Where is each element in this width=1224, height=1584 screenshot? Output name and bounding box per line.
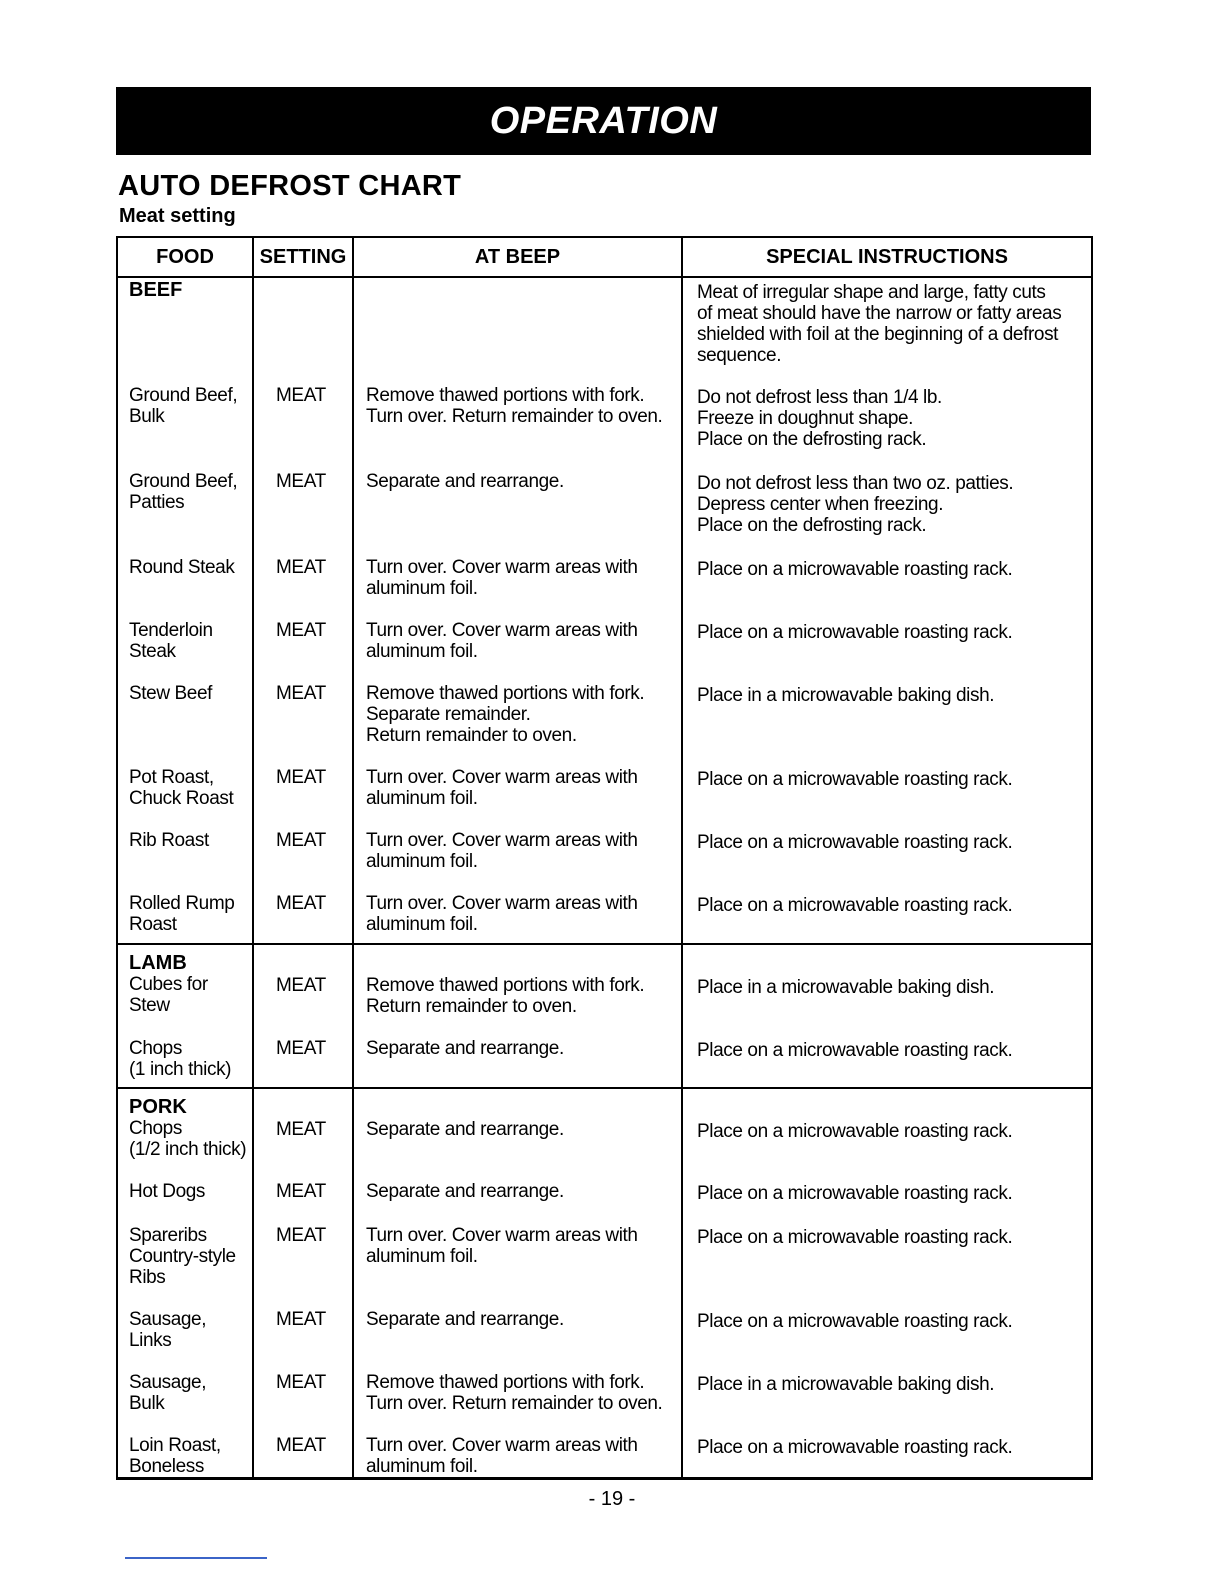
setting-cell-value: MEAT <box>276 471 326 492</box>
setting-cell <box>253 450 353 536</box>
beep-cell-line: aluminum foil. <box>366 641 478 662</box>
beep-cell-line: Turn over. Cover warm areas with <box>366 1225 638 1246</box>
beep-cell <box>353 1017 682 1088</box>
beep-cell-line: Separate and rearrange. <box>366 1119 564 1140</box>
table-row <box>117 599 1092 662</box>
beep-cell <box>353 809 682 872</box>
beep-cell-line: Remove thawed portions with fork. <box>366 975 645 996</box>
beep-cell <box>353 872 682 944</box>
beep-cell <box>353 746 682 809</box>
setting-cell <box>253 366 353 450</box>
instructions-cell-line: Place on a microwavable roasting rack. <box>697 1183 1013 1204</box>
table-row <box>117 1088 1092 1160</box>
beep-cell <box>353 1288 682 1351</box>
setting-cell-value: MEAT <box>276 683 326 704</box>
table-row <box>117 662 1092 746</box>
beep-cell <box>353 1088 682 1160</box>
food-cell <box>117 944 253 1017</box>
instructions-cell-line: Place in a microwavable baking dish. <box>697 1374 995 1395</box>
table-row <box>117 809 1092 872</box>
instructions-cell-line: Depress center when freezing. <box>697 494 944 515</box>
beep-cell-line: Turn over. Cover warm areas with <box>366 620 638 641</box>
food-cell-line: Pot Roast, <box>129 767 214 788</box>
food-cell <box>117 1204 253 1288</box>
food-cell <box>117 1088 253 1160</box>
food-cell-line: Stew <box>129 995 170 1016</box>
food-cell-line: Tenderloin <box>129 620 213 641</box>
footer-rule <box>125 1557 267 1559</box>
beep-cell-line: aluminum foil. <box>366 1246 478 1267</box>
setting-cell <box>253 872 353 944</box>
setting-cell <box>253 277 353 366</box>
instructions-cell <box>682 944 1092 1017</box>
instructions-cell <box>682 450 1092 536</box>
beep-cell <box>353 662 682 746</box>
category-row <box>117 277 1092 366</box>
setting-cell-value: MEAT <box>276 1435 326 1456</box>
instructions-cell <box>682 1088 1092 1160</box>
table-row <box>117 366 1092 450</box>
instructions-cell <box>682 277 1092 366</box>
food-cell-line: Round Steak <box>129 557 235 578</box>
instructions-cell <box>682 662 1092 746</box>
beep-cell-line: Separate remainder. <box>366 704 531 725</box>
food-cell <box>117 599 253 662</box>
section-banner <box>116 87 1091 155</box>
instructions-cell-line: Do not defrost less than 1/4 lb. <box>697 387 942 408</box>
food-cell <box>117 1288 253 1351</box>
beep-cell-line: Separate and rearrange. <box>366 1309 564 1330</box>
food-cell <box>117 450 253 536</box>
setting-cell <box>253 944 353 1017</box>
food-cell <box>117 1414 253 1479</box>
instructions-cell <box>682 809 1092 872</box>
setting-cell-value: MEAT <box>276 975 326 996</box>
instructions-cell <box>682 599 1092 662</box>
setting-cell-value: MEAT <box>276 1372 326 1393</box>
setting-cell <box>253 809 353 872</box>
beep-cell <box>353 1351 682 1414</box>
beep-cell-line: Separate and rearrange. <box>366 1181 564 1202</box>
food-cell-line: Hot Dogs <box>129 1181 206 1202</box>
beep-cell-line: aluminum foil. <box>366 914 478 935</box>
food-cell <box>117 277 253 366</box>
food-cell-line: Boneless <box>129 1456 204 1477</box>
lamb-group <box>117 944 1092 1088</box>
table-row <box>117 872 1092 944</box>
table-header-row <box>117 237 1092 277</box>
food-cell-line: Chops <box>129 1118 182 1139</box>
pork-group <box>117 1088 1092 1479</box>
food-cell-line: Rib Roast <box>129 830 209 851</box>
food-cell <box>117 1351 253 1414</box>
beep-cell-line: aluminum foil. <box>366 1456 478 1477</box>
beef-group <box>117 277 1092 944</box>
beep-cell-line: Turn over. Cover warm areas with <box>366 830 638 851</box>
page-title: AUTO DEFROST CHART <box>118 170 462 202</box>
setting-cell-value: MEAT <box>276 893 326 914</box>
food-cell-line: Bulk <box>129 1393 165 1414</box>
instructions-cell-line: Meat of irregular shape and large, fatty cuts <box>697 282 1046 303</box>
table-row <box>117 746 1092 809</box>
instructions-cell-line: Place in a microwavable baking dish. <box>697 977 995 998</box>
instructions-cell <box>682 1288 1092 1351</box>
setting-cell-value: MEAT <box>276 385 326 406</box>
instructions-cell-line: Place on a microwavable roasting rack. <box>697 832 1013 853</box>
instructions-cell-line: Place on a microwavable roasting rack. <box>697 1040 1013 1061</box>
instructions-cell <box>682 1160 1092 1204</box>
setting-cell <box>253 599 353 662</box>
food-cell <box>117 536 253 599</box>
beep-cell-line: Turn over. Cover warm areas with <box>366 893 638 914</box>
header-food: FOOD <box>117 237 253 277</box>
category-label: PORK <box>129 1096 187 1118</box>
table-row <box>117 1414 1092 1479</box>
defrost-table <box>116 236 1093 1480</box>
beep-cell-line: Turn over. Return remainder to oven. <box>366 406 663 427</box>
food-cell-line: Steak <box>129 641 176 662</box>
page-subtitle: Meat setting <box>119 205 236 227</box>
food-cell-line: Links <box>129 1330 172 1351</box>
setting-cell <box>253 536 353 599</box>
table-row <box>117 1017 1092 1088</box>
instructions-cell-line: sequence. <box>697 345 782 366</box>
food-cell <box>117 872 253 944</box>
setting-cell-value: MEAT <box>276 1038 326 1059</box>
food-cell-line: (1 inch thick) <box>129 1059 232 1080</box>
food-cell-line: Chuck Roast <box>129 788 234 809</box>
food-cell <box>117 1160 253 1204</box>
beep-cell-line: Turn over. Cover warm areas with <box>366 1435 638 1456</box>
instructions-cell <box>682 536 1092 599</box>
food-cell <box>117 809 253 872</box>
category-label: LAMB <box>129 952 187 974</box>
beep-cell <box>353 366 682 450</box>
setting-cell <box>253 1351 353 1414</box>
instructions-cell <box>682 872 1092 944</box>
setting-cell-value: MEAT <box>276 620 326 641</box>
header-at-beep: AT BEEP <box>353 237 682 277</box>
setting-cell <box>253 1414 353 1479</box>
instructions-cell-line: Place on a microwavable roasting rack. <box>697 1121 1013 1142</box>
instructions-cell <box>682 746 1092 809</box>
table-row <box>117 1204 1092 1288</box>
food-cell-line: Roast <box>129 914 177 935</box>
food-cell <box>117 366 253 450</box>
setting-cell-value: MEAT <box>276 1181 326 1202</box>
setting-cell-value: MEAT <box>276 767 326 788</box>
setting-cell <box>253 1288 353 1351</box>
beep-cell-line: Turn over. Return remainder to oven. <box>366 1393 663 1414</box>
beep-cell-line: aluminum foil. <box>366 851 478 872</box>
instructions-cell-line: of meat should have the narrow or fatty areas <box>697 303 1062 324</box>
setting-cell <box>253 746 353 809</box>
instructions-cell-line: Place on a microwavable roasting rack. <box>697 895 1013 916</box>
beep-cell-line: Remove thawed portions with fork. <box>366 1372 645 1393</box>
setting-cell-value: MEAT <box>276 1225 326 1246</box>
food-cell-line: Sausage, <box>129 1309 207 1330</box>
food-cell-line: (1/2 inch thick) <box>129 1139 247 1160</box>
food-cell <box>117 1017 253 1088</box>
food-cell-line: Rolled Rump <box>129 893 235 914</box>
instructions-cell-line: Place on a microwavable roasting rack. <box>697 769 1013 790</box>
beep-cell-line: Return remainder to oven. <box>366 996 577 1017</box>
food-cell-line: Ribs <box>129 1267 166 1288</box>
page-number: - 19 - <box>588 1488 636 1510</box>
table-row <box>117 450 1092 536</box>
beep-cell-line: Return remainder to oven. <box>366 725 577 746</box>
beep-cell <box>353 599 682 662</box>
instructions-cell <box>682 1204 1092 1288</box>
table-row <box>117 1351 1092 1414</box>
beep-cell-line: aluminum foil. <box>366 578 478 599</box>
setting-cell-value: MEAT <box>276 557 326 578</box>
beep-cell-line: Turn over. Cover warm areas with <box>366 557 638 578</box>
food-cell-line: Ground Beef, <box>129 385 238 406</box>
food-cell-line: Ground Beef, <box>129 471 238 492</box>
beep-cell <box>353 1160 682 1204</box>
instructions-cell-line: Place on a microwavable roasting rack. <box>697 1227 1013 1248</box>
beep-cell-line: Turn over. Cover warm areas with <box>366 767 638 788</box>
setting-cell <box>253 1204 353 1288</box>
banner-title: OPERATION <box>489 99 718 142</box>
setting-cell <box>253 1017 353 1088</box>
instructions-cell-line: Place on the defrosting rack. <box>697 515 927 536</box>
instructions-cell <box>682 1414 1092 1479</box>
food-cell-line: Country-style <box>129 1246 236 1267</box>
instructions-cell-line: Place on a microwavable roasting rack. <box>697 622 1013 643</box>
table-row <box>117 1288 1092 1351</box>
instructions-cell <box>682 1017 1092 1088</box>
setting-cell <box>253 1160 353 1204</box>
food-cell-line: Bulk <box>129 406 165 427</box>
food-cell-line: Loin Roast, <box>129 1435 221 1456</box>
instructions-cell-line: Freeze in doughnut shape. <box>697 408 914 429</box>
food-cell-line: Chops <box>129 1038 182 1059</box>
setting-cell-value: MEAT <box>276 1119 326 1140</box>
instructions-cell <box>682 366 1092 450</box>
header-special-instructions: SPECIAL INSTRUCTIONS <box>682 237 1092 277</box>
food-cell <box>117 662 253 746</box>
food-cell-line: Stew Beef <box>129 683 213 704</box>
beep-cell <box>353 277 682 366</box>
setting-cell <box>253 1088 353 1160</box>
instructions-cell-line: Place on the defrosting rack. <box>697 429 927 450</box>
setting-cell <box>253 662 353 746</box>
instructions-cell-line: shielded with foil at the beginning of a defrost <box>697 324 1059 345</box>
food-cell-line: Sausage, <box>129 1372 207 1393</box>
table-row <box>117 536 1092 599</box>
beep-cell <box>353 450 682 536</box>
beep-cell-line: Remove thawed portions with fork. <box>366 385 645 406</box>
instructions-cell-line: Place in a microwavable baking dish. <box>697 685 995 706</box>
table-row <box>117 1160 1092 1204</box>
setting-cell-value: MEAT <box>276 1309 326 1330</box>
beep-cell <box>353 1204 682 1288</box>
category-label: BEEF <box>129 279 183 301</box>
setting-cell-value: MEAT <box>276 830 326 851</box>
table-row <box>117 944 1092 1017</box>
beep-cell-line: Separate and rearrange. <box>366 1038 564 1059</box>
beep-cell <box>353 944 682 1017</box>
instructions-cell-line: Do not defrost less than two oz. patties. <box>697 473 1014 494</box>
instructions-cell-line: Place on a microwavable roasting rack. <box>697 559 1013 580</box>
beep-cell <box>353 536 682 599</box>
food-cell-line: Patties <box>129 492 185 513</box>
beep-cell-line: Separate and rearrange. <box>366 471 564 492</box>
header-setting: SETTING <box>253 237 353 277</box>
instructions-cell <box>682 1351 1092 1414</box>
food-cell <box>117 746 253 809</box>
instructions-cell-line: Place on a microwavable roasting rack. <box>697 1311 1013 1332</box>
food-cell-line: Cubes for <box>129 974 208 995</box>
food-cell-line: Spareribs <box>129 1225 207 1246</box>
beep-cell-line: Remove thawed portions with fork. <box>366 683 645 704</box>
beep-cell-line: aluminum foil. <box>366 788 478 809</box>
instructions-cell-line: Place on a microwavable roasting rack. <box>697 1437 1013 1458</box>
beep-cell <box>353 1414 682 1479</box>
